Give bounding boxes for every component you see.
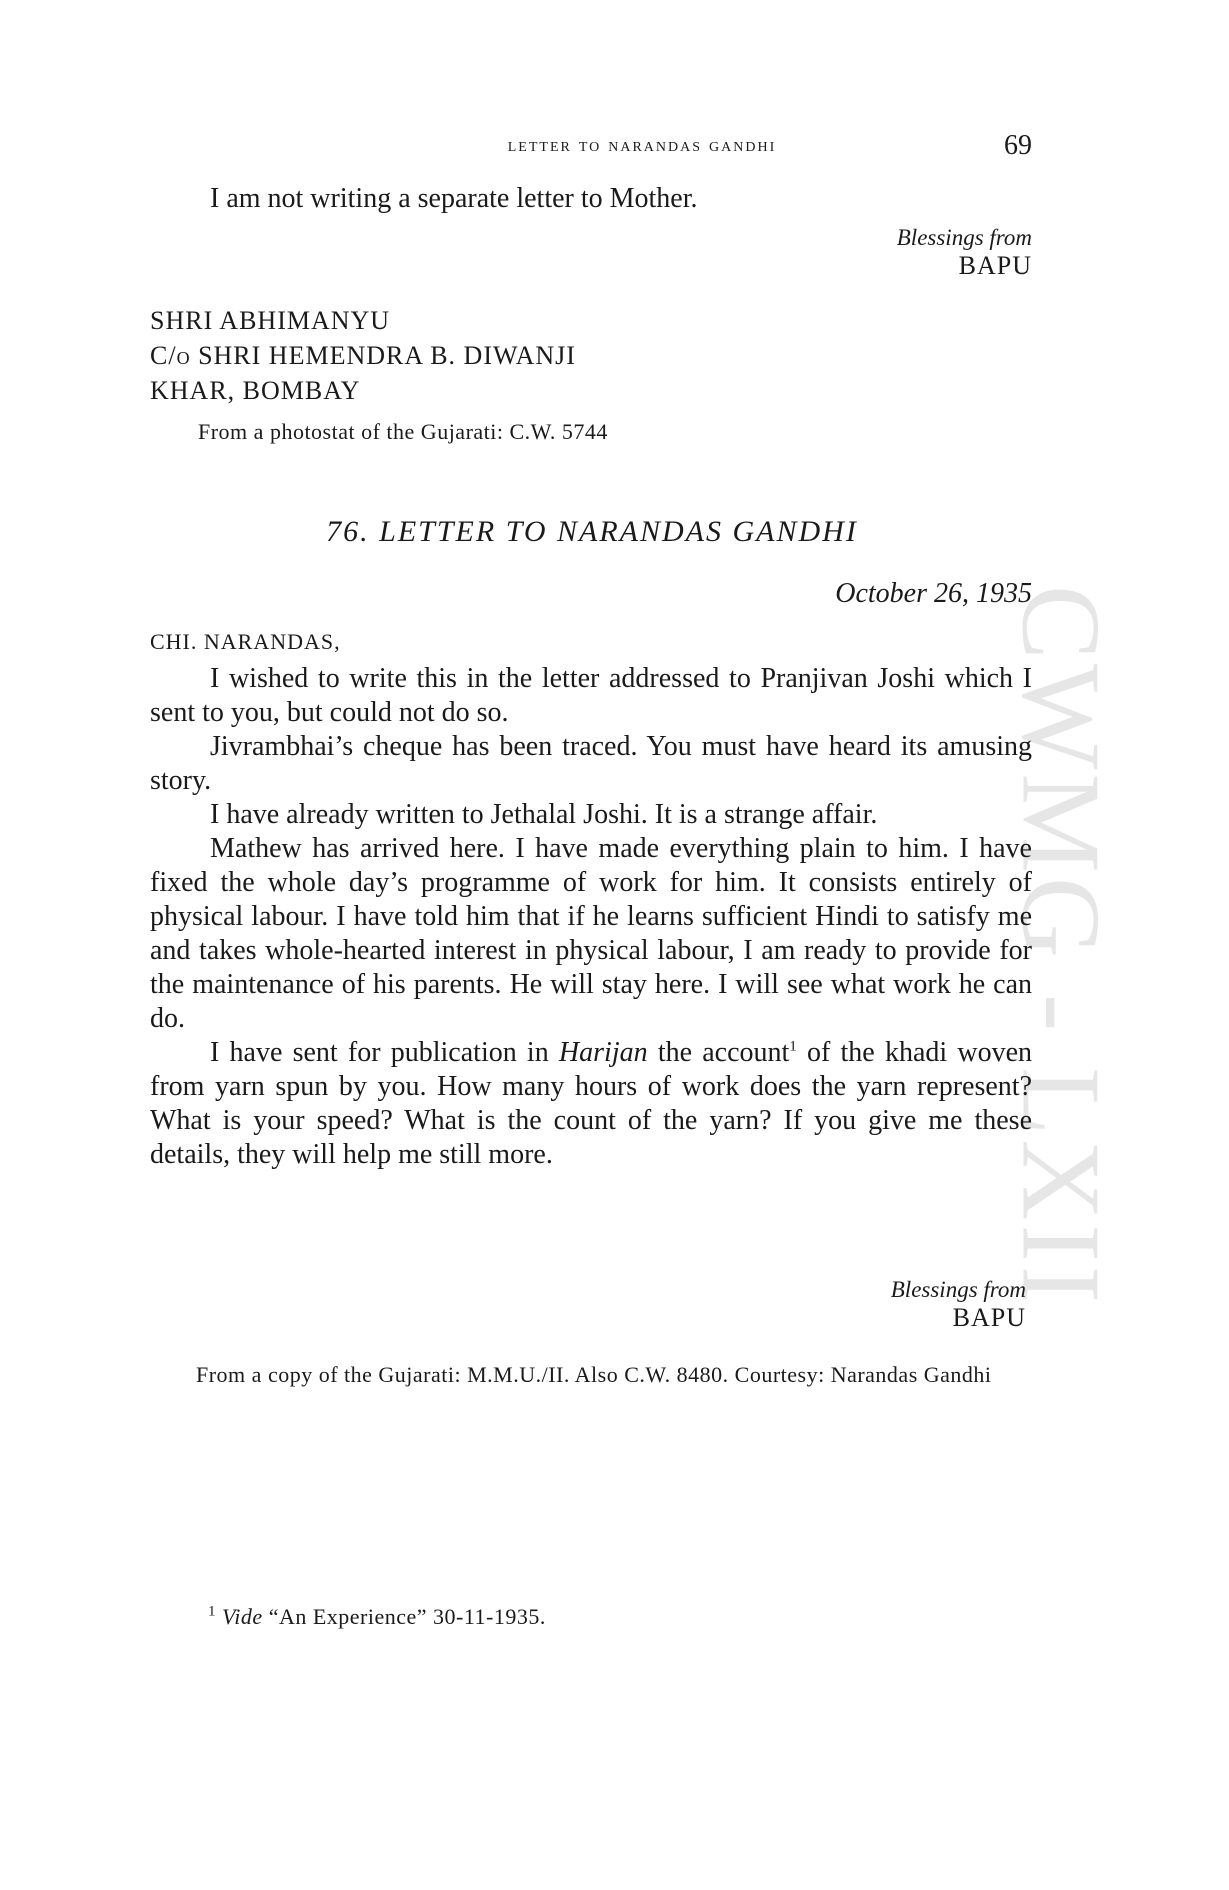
address-line: C/o SHRI HEMENDRA B. DIWANJI bbox=[150, 341, 576, 370]
footnote-vide: Vide bbox=[222, 1604, 263, 1629]
salutation: CHI. NARANDAS, bbox=[150, 629, 341, 654]
letter-signoff bbox=[891, 1277, 1026, 1333]
letter-date: October 26, 1935 bbox=[835, 578, 1032, 609]
running-title: letter to narandas gandhi bbox=[507, 134, 777, 156]
footnote-ref[interactable]: 1 bbox=[789, 1038, 797, 1055]
body-paragraph: I have already written to Jethalal Joshi. It is a strange affair. bbox=[210, 799, 878, 830]
footnote-mark: 1 bbox=[208, 1603, 216, 1620]
signature-name: BAPU bbox=[958, 251, 1032, 280]
letter-body bbox=[150, 662, 1032, 1172]
letter-title: 76. LETTER TO NARANDAS GANDHI bbox=[326, 515, 858, 548]
watermark-text: CWMG - LXII bbox=[998, 584, 1123, 1307]
footnote bbox=[208, 1604, 546, 1630]
address-line: SHRI ABHIMANYU bbox=[150, 306, 391, 335]
body-paragraph: I wished to write this in the letter addressed to Pranjivan Joshi which I sent to you, but could not do so. bbox=[150, 663, 1032, 728]
text-run: the account bbox=[647, 1037, 790, 1068]
text-run: I have sent for publication in bbox=[210, 1037, 559, 1068]
recipient-address bbox=[150, 303, 576, 408]
blessings-text: Blessings from bbox=[896, 225, 1032, 250]
signature-name: BAPU bbox=[952, 1303, 1026, 1332]
body-paragraph: Mathew has arrived here. I have made everything plain to him. I have fixed the whole day’s programme of work for him. It consists entirely of physical labour. I have told him that if he learns sufficient Hindi to satisfy me and takes whole-hearted interest in physical labour, I am ready to provide for the maintenance of his parents. He will stay here. I will see what work he can do. bbox=[150, 833, 1032, 1034]
periodical-name: Harijan bbox=[558, 1037, 648, 1068]
page-number: 69 bbox=[1004, 130, 1032, 161]
letter-source: From a copy of the Gujarati: M.M.U./II. Also C.W. 8480. Courtesy: Narandas Gandhi bbox=[196, 1362, 992, 1387]
prev-letter-signoff bbox=[897, 225, 1032, 281]
body-paragraph: Jivrambhai’s cheque has been traced. You must have heard its amusing story. bbox=[150, 731, 1032, 796]
text-run: of the khadi woven from yarn spun by you. How many hours of work does the yarn represent? What is your speed? What is the count of the yarn? If you give me these details, they will help me still more. bbox=[150, 1037, 1033, 1170]
body-paragraph bbox=[150, 1036, 1032, 1172]
prev-letter-closing: I am not writing a separate letter to Mother. bbox=[210, 183, 698, 214]
footnote-text: “An Experience” 30-11-1935. bbox=[262, 1604, 546, 1629]
prev-letter-source: From a photostat of the Gujarati: C.W. 5744 bbox=[198, 419, 608, 444]
address-line: KHAR, BOMBAY bbox=[150, 376, 361, 405]
blessings-text: Blessings from bbox=[890, 1277, 1026, 1302]
running-head bbox=[150, 134, 1034, 157]
